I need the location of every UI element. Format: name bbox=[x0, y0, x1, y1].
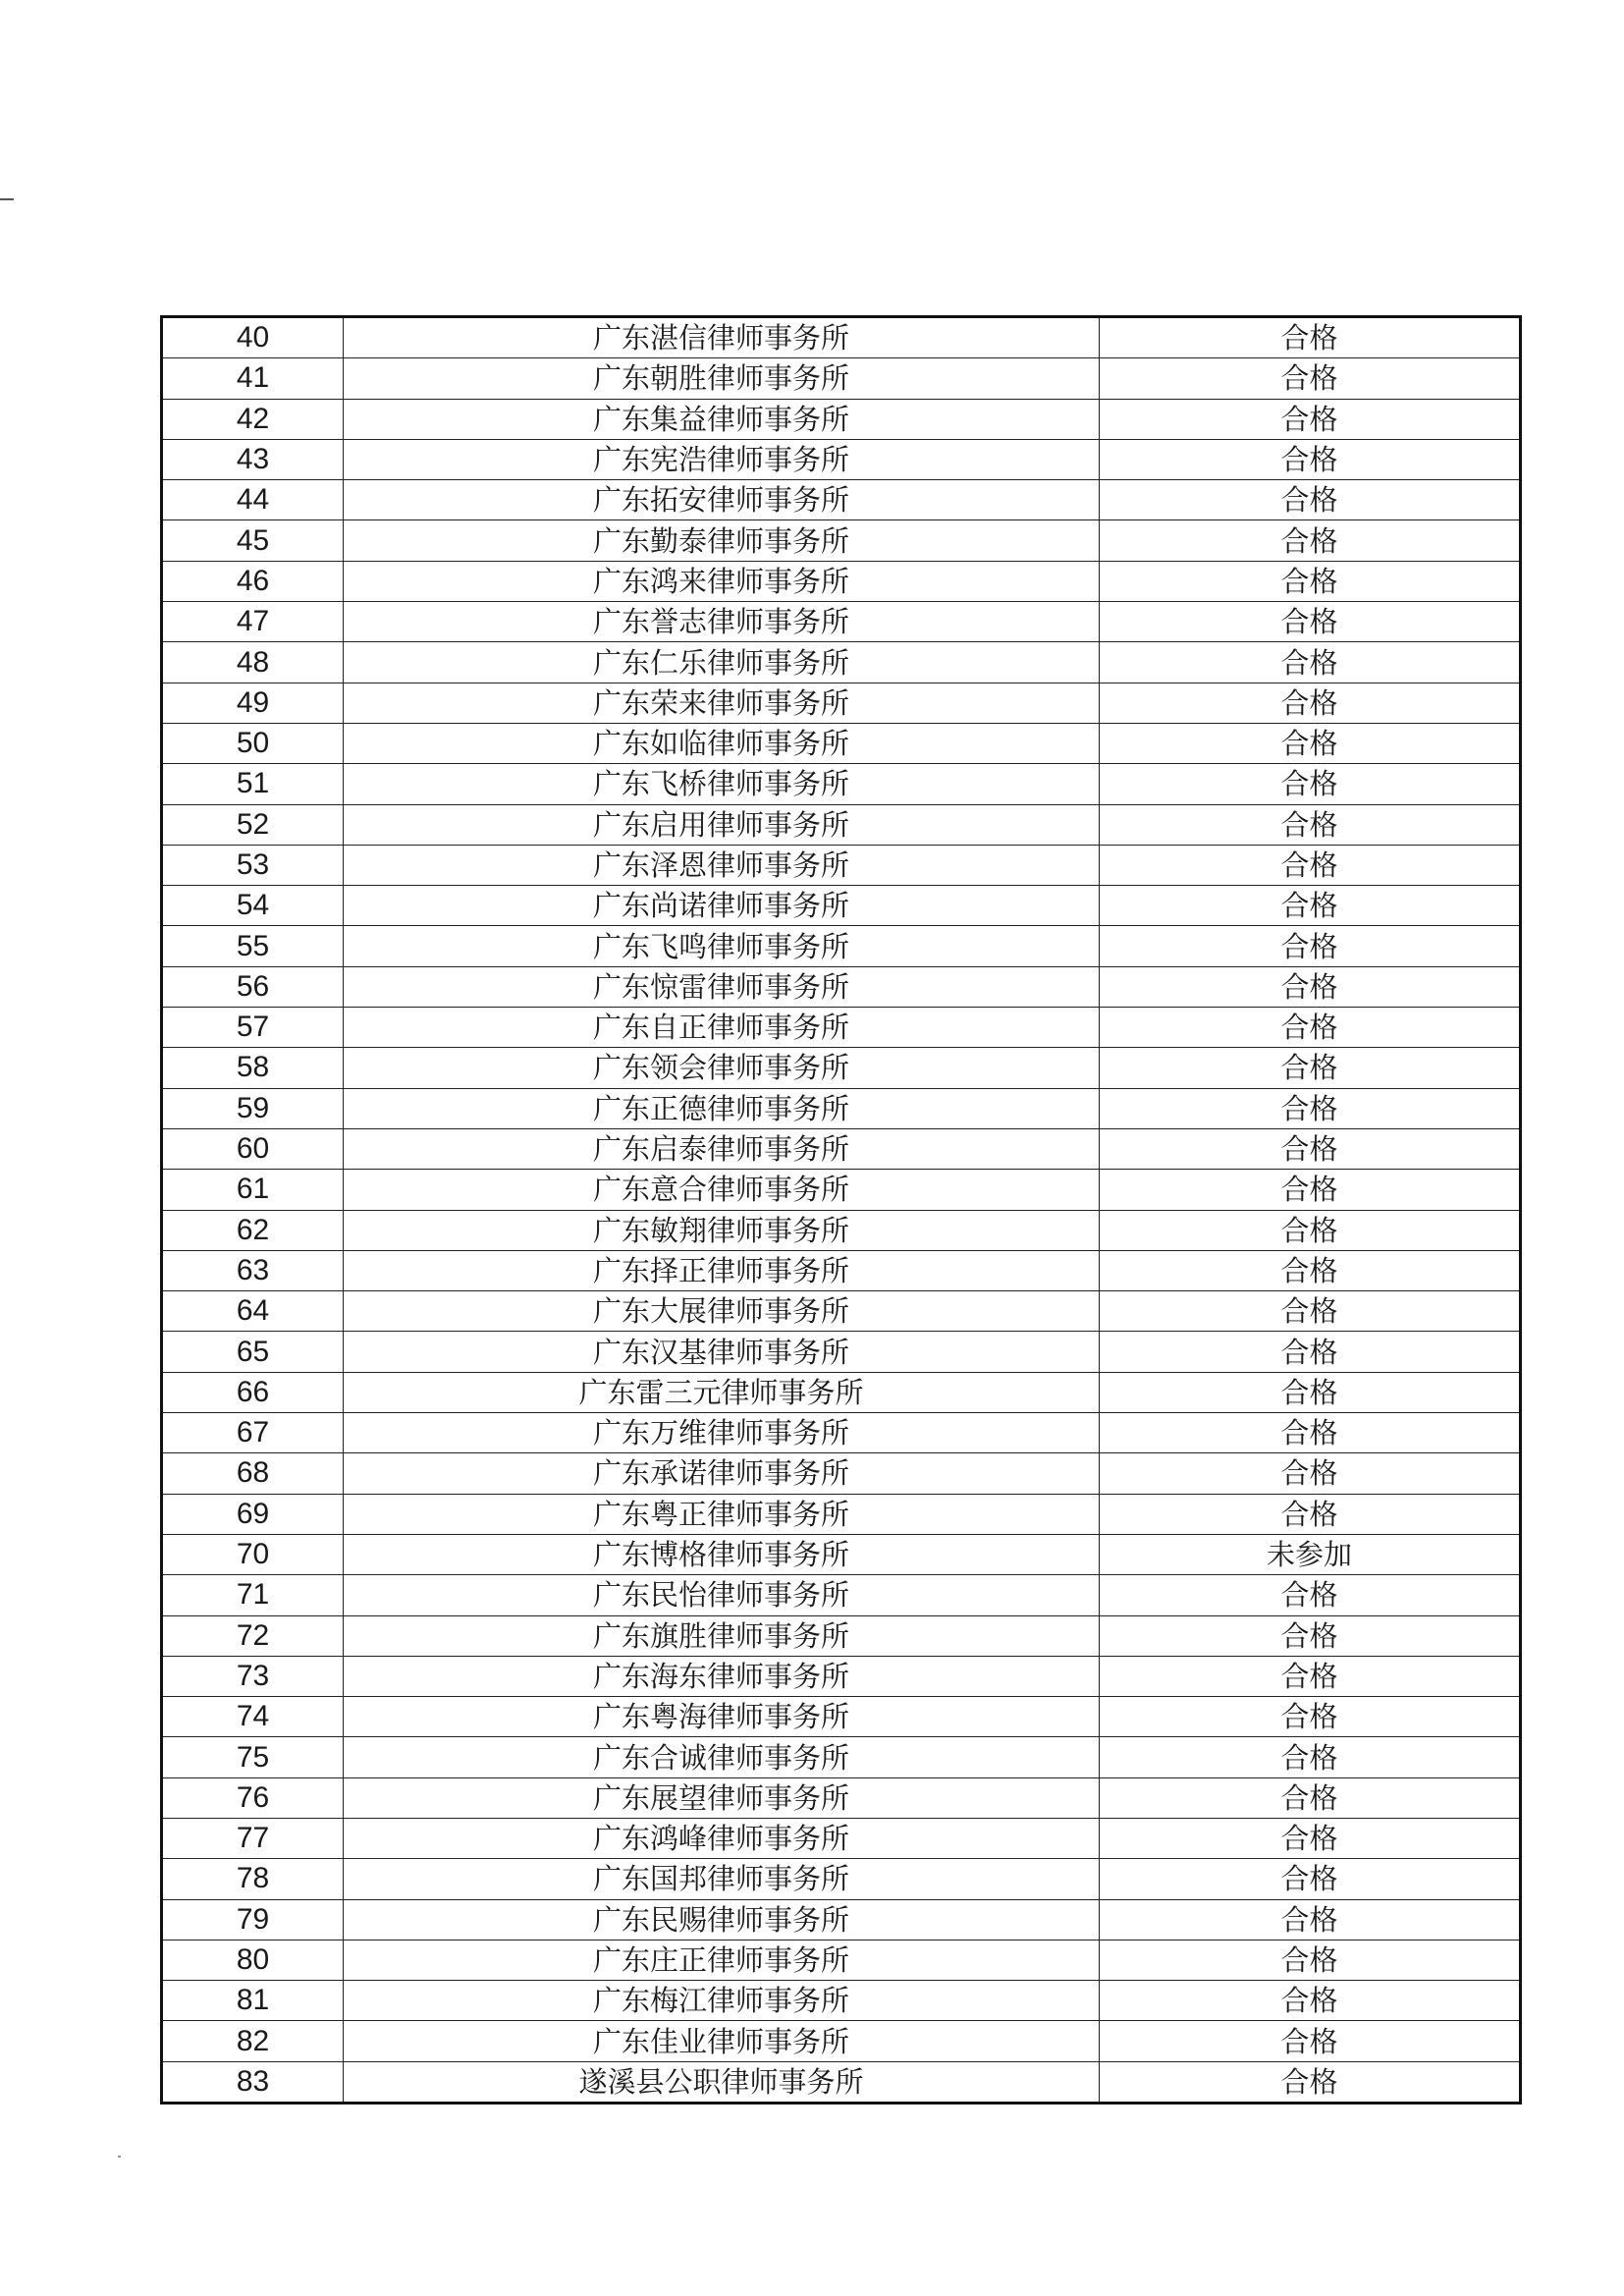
row-number-cell: 46 bbox=[162, 561, 344, 601]
result-cell: 合格 bbox=[1100, 1048, 1521, 1088]
result-cell: 合格 bbox=[1100, 1818, 1521, 1858]
row-number-cell: 69 bbox=[162, 1494, 344, 1534]
firm-name-cell: 广东誉志律师事务所 bbox=[344, 602, 1100, 642]
row-number-cell: 64 bbox=[162, 1291, 344, 1332]
result-cell: 合格 bbox=[1100, 926, 1521, 966]
firm-name-cell: 广东勤泰律师事务所 bbox=[344, 520, 1100, 561]
row-number-cell: 73 bbox=[162, 1656, 344, 1696]
firm-name-cell: 广东荣来律师事务所 bbox=[344, 683, 1100, 723]
table-row bbox=[162, 1575, 1521, 1615]
table-row bbox=[162, 1697, 1521, 1737]
firm-name-cell: 广东雷三元律师事务所 bbox=[344, 1372, 1100, 1412]
row-number-cell: 59 bbox=[162, 1088, 344, 1128]
firm-name-cell: 广东梅江律师事务所 bbox=[344, 1981, 1100, 2021]
firm-name-cell: 广东汉基律师事务所 bbox=[344, 1332, 1100, 1372]
table-row bbox=[162, 1008, 1521, 1048]
row-number-cell: 54 bbox=[162, 886, 344, 926]
row-number-cell: 80 bbox=[162, 1940, 344, 1980]
table-row bbox=[162, 480, 1521, 520]
result-cell: 合格 bbox=[1100, 1899, 1521, 1940]
firm-name-cell: 广东大展律师事务所 bbox=[344, 1291, 1100, 1332]
table-row bbox=[162, 1777, 1521, 1818]
table-row bbox=[162, 399, 1521, 439]
firm-name-cell: 广东博格律师事务所 bbox=[344, 1534, 1100, 1574]
result-cell: 合格 bbox=[1100, 2021, 1521, 2061]
firm-name-cell: 广东湛信律师事务所 bbox=[344, 317, 1100, 358]
result-cell: 合格 bbox=[1100, 1697, 1521, 1737]
firm-name-cell: 广东宪浩律师事务所 bbox=[344, 439, 1100, 479]
table-row bbox=[162, 1615, 1521, 1656]
result-cell: 合格 bbox=[1100, 1575, 1521, 1615]
table-row bbox=[162, 1372, 1521, 1412]
table-row bbox=[162, 1332, 1521, 1372]
table-row bbox=[162, 520, 1521, 561]
firm-name-cell: 广东自正律师事务所 bbox=[344, 1008, 1100, 1048]
row-number-cell: 66 bbox=[162, 1372, 344, 1412]
row-number-cell: 65 bbox=[162, 1332, 344, 1372]
firm-name-cell: 广东惊雷律师事务所 bbox=[344, 966, 1100, 1007]
table-row bbox=[162, 642, 1521, 683]
result-cell: 合格 bbox=[1100, 1413, 1521, 1453]
row-number-cell: 56 bbox=[162, 966, 344, 1007]
result-cell: 合格 bbox=[1100, 845, 1521, 885]
table-row bbox=[162, 439, 1521, 479]
table-row bbox=[162, 1453, 1521, 1494]
row-number-cell: 47 bbox=[162, 602, 344, 642]
result-cell: 合格 bbox=[1100, 1494, 1521, 1534]
row-number-cell: 61 bbox=[162, 1170, 344, 1210]
row-number-cell: 74 bbox=[162, 1697, 344, 1737]
result-cell: 合格 bbox=[1100, 1372, 1521, 1412]
table-row bbox=[162, 1656, 1521, 1696]
row-number-cell: 83 bbox=[162, 2061, 344, 2103]
row-number-cell: 82 bbox=[162, 2021, 344, 2061]
result-cell: 合格 bbox=[1100, 1008, 1521, 1048]
table-row bbox=[162, 926, 1521, 966]
result-cell: 合格 bbox=[1100, 1170, 1521, 1210]
table-row bbox=[162, 1494, 1521, 1534]
table-row bbox=[162, 1128, 1521, 1169]
row-number-cell: 58 bbox=[162, 1048, 344, 1088]
result-cell: 合格 bbox=[1100, 1332, 1521, 1372]
table-row bbox=[162, 358, 1521, 399]
firm-name-cell: 广东粤海律师事务所 bbox=[344, 1697, 1100, 1737]
result-cell: 合格 bbox=[1100, 520, 1521, 561]
row-number-cell: 72 bbox=[162, 1615, 344, 1656]
firm-name-cell: 广东敏翔律师事务所 bbox=[344, 1210, 1100, 1250]
table-row bbox=[162, 845, 1521, 885]
table-row bbox=[162, 1737, 1521, 1777]
row-number-cell: 70 bbox=[162, 1534, 344, 1574]
result-cell: 合格 bbox=[1100, 1777, 1521, 1818]
result-cell: 合格 bbox=[1100, 1859, 1521, 1899]
firm-name-cell: 广东民怡律师事务所 bbox=[344, 1575, 1100, 1615]
table-row bbox=[162, 1088, 1521, 1128]
page-edge-mark bbox=[0, 198, 14, 200]
row-number-cell: 52 bbox=[162, 804, 344, 845]
row-number-cell: 41 bbox=[162, 358, 344, 399]
result-cell: 合格 bbox=[1100, 1128, 1521, 1169]
firm-name-cell: 广东启用律师事务所 bbox=[344, 804, 1100, 845]
firm-name-cell: 广东佳业律师事务所 bbox=[344, 2021, 1100, 2061]
firm-name-cell: 广东海东律师事务所 bbox=[344, 1656, 1100, 1696]
table-row bbox=[162, 1981, 1521, 2021]
row-number-cell: 71 bbox=[162, 1575, 344, 1615]
result-cell: 合格 bbox=[1100, 561, 1521, 601]
table-row bbox=[162, 1210, 1521, 1250]
row-number-cell: 62 bbox=[162, 1210, 344, 1250]
row-number-cell: 63 bbox=[162, 1250, 344, 1290]
result-cell: 合格 bbox=[1100, 602, 1521, 642]
result-cell: 合格 bbox=[1100, 1250, 1521, 1290]
table-row bbox=[162, 561, 1521, 601]
firm-name-cell: 广东意合律师事务所 bbox=[344, 1170, 1100, 1210]
firm-name-cell: 广东择正律师事务所 bbox=[344, 1250, 1100, 1290]
result-cell: 合格 bbox=[1100, 1737, 1521, 1777]
table-row bbox=[162, 1940, 1521, 1980]
row-number-cell: 40 bbox=[162, 317, 344, 358]
firm-name-cell: 广东泽恩律师事务所 bbox=[344, 845, 1100, 885]
result-cell: 合格 bbox=[1100, 723, 1521, 763]
result-cell: 合格 bbox=[1100, 1453, 1521, 1494]
firm-name-cell: 遂溪县公职律师事务所 bbox=[344, 2061, 1100, 2103]
row-number-cell: 68 bbox=[162, 1453, 344, 1494]
row-number-cell: 79 bbox=[162, 1899, 344, 1940]
result-cell: 合格 bbox=[1100, 966, 1521, 1007]
firm-name-cell: 广东启泰律师事务所 bbox=[344, 1128, 1100, 1169]
result-cell: 未参加 bbox=[1100, 1534, 1521, 1574]
result-cell: 合格 bbox=[1100, 683, 1521, 723]
law-firm-results-table bbox=[160, 315, 1522, 2105]
table-row bbox=[162, 1818, 1521, 1858]
row-number-cell: 55 bbox=[162, 926, 344, 966]
table-row bbox=[162, 804, 1521, 845]
row-number-cell: 75 bbox=[162, 1737, 344, 1777]
table-row bbox=[162, 683, 1521, 723]
table-row bbox=[162, 2061, 1521, 2103]
firm-name-cell: 广东飞桥律师事务所 bbox=[344, 764, 1100, 804]
result-cell: 合格 bbox=[1100, 886, 1521, 926]
table-row bbox=[162, 1291, 1521, 1332]
result-cell: 合格 bbox=[1100, 764, 1521, 804]
result-cell: 合格 bbox=[1100, 358, 1521, 399]
firm-name-cell: 广东粤正律师事务所 bbox=[344, 1494, 1100, 1534]
table-row bbox=[162, 966, 1521, 1007]
result-cell: 合格 bbox=[1100, 2061, 1521, 2103]
row-number-cell: 49 bbox=[162, 683, 344, 723]
firm-name-cell: 广东领会律师事务所 bbox=[344, 1048, 1100, 1088]
row-number-cell: 43 bbox=[162, 439, 344, 479]
scan-speck bbox=[118, 2156, 121, 2158]
firm-name-cell: 广东飞鸣律师事务所 bbox=[344, 926, 1100, 966]
firm-name-cell: 广东承诺律师事务所 bbox=[344, 1453, 1100, 1494]
result-cell: 合格 bbox=[1100, 804, 1521, 845]
firm-name-cell: 广东正德律师事务所 bbox=[344, 1088, 1100, 1128]
table-row bbox=[162, 723, 1521, 763]
table-row bbox=[162, 1534, 1521, 1574]
row-number-cell: 76 bbox=[162, 1777, 344, 1818]
firm-name-cell: 广东集益律师事务所 bbox=[344, 399, 1100, 439]
row-number-cell: 60 bbox=[162, 1128, 344, 1169]
table-row bbox=[162, 1413, 1521, 1453]
row-number-cell: 48 bbox=[162, 642, 344, 683]
firm-name-cell: 广东国邦律师事务所 bbox=[344, 1859, 1100, 1899]
table-row bbox=[162, 1899, 1521, 1940]
table-row bbox=[162, 886, 1521, 926]
row-number-cell: 81 bbox=[162, 1981, 344, 2021]
firm-name-cell: 广东万维律师事务所 bbox=[344, 1413, 1100, 1453]
result-cell: 合格 bbox=[1100, 1088, 1521, 1128]
result-cell: 合格 bbox=[1100, 642, 1521, 683]
row-number-cell: 78 bbox=[162, 1859, 344, 1899]
row-number-cell: 77 bbox=[162, 1818, 344, 1858]
row-number-cell: 57 bbox=[162, 1008, 344, 1048]
table-row bbox=[162, 1859, 1521, 1899]
row-number-cell: 44 bbox=[162, 480, 344, 520]
row-number-cell: 53 bbox=[162, 845, 344, 885]
table-row bbox=[162, 317, 1521, 358]
firm-name-cell: 广东仁乐律师事务所 bbox=[344, 642, 1100, 683]
table-row bbox=[162, 602, 1521, 642]
result-cell: 合格 bbox=[1100, 1210, 1521, 1250]
result-cell: 合格 bbox=[1100, 439, 1521, 479]
result-cell: 合格 bbox=[1100, 1291, 1521, 1332]
firm-name-cell: 广东旗胜律师事务所 bbox=[344, 1615, 1100, 1656]
result-cell: 合格 bbox=[1100, 399, 1521, 439]
row-number-cell: 50 bbox=[162, 723, 344, 763]
table-row bbox=[162, 1170, 1521, 1210]
firm-name-cell: 广东鸿峰律师事务所 bbox=[344, 1818, 1100, 1858]
result-cell: 合格 bbox=[1100, 1940, 1521, 1980]
result-cell: 合格 bbox=[1100, 317, 1521, 358]
firm-name-cell: 广东民赐律师事务所 bbox=[344, 1899, 1100, 1940]
result-cell: 合格 bbox=[1100, 1615, 1521, 1656]
firm-name-cell: 广东如临律师事务所 bbox=[344, 723, 1100, 763]
row-number-cell: 51 bbox=[162, 764, 344, 804]
row-number-cell: 45 bbox=[162, 520, 344, 561]
firm-name-cell: 广东尚诺律师事务所 bbox=[344, 886, 1100, 926]
table-row bbox=[162, 1048, 1521, 1088]
table-body bbox=[162, 317, 1521, 2104]
table-row bbox=[162, 764, 1521, 804]
table-row bbox=[162, 1250, 1521, 1290]
result-cell: 合格 bbox=[1100, 1981, 1521, 2021]
firm-name-cell: 广东合诚律师事务所 bbox=[344, 1737, 1100, 1777]
firm-name-cell: 广东朝胜律师事务所 bbox=[344, 358, 1100, 399]
result-cell: 合格 bbox=[1100, 480, 1521, 520]
firm-name-cell: 广东拓安律师事务所 bbox=[344, 480, 1100, 520]
row-number-cell: 42 bbox=[162, 399, 344, 439]
firm-name-cell: 广东鸿来律师事务所 bbox=[344, 561, 1100, 601]
firm-name-cell: 广东庄正律师事务所 bbox=[344, 1940, 1100, 1980]
row-number-cell: 67 bbox=[162, 1413, 344, 1453]
firm-name-cell: 广东展望律师事务所 bbox=[344, 1777, 1100, 1818]
result-cell: 合格 bbox=[1100, 1656, 1521, 1696]
table-row bbox=[162, 2021, 1521, 2061]
